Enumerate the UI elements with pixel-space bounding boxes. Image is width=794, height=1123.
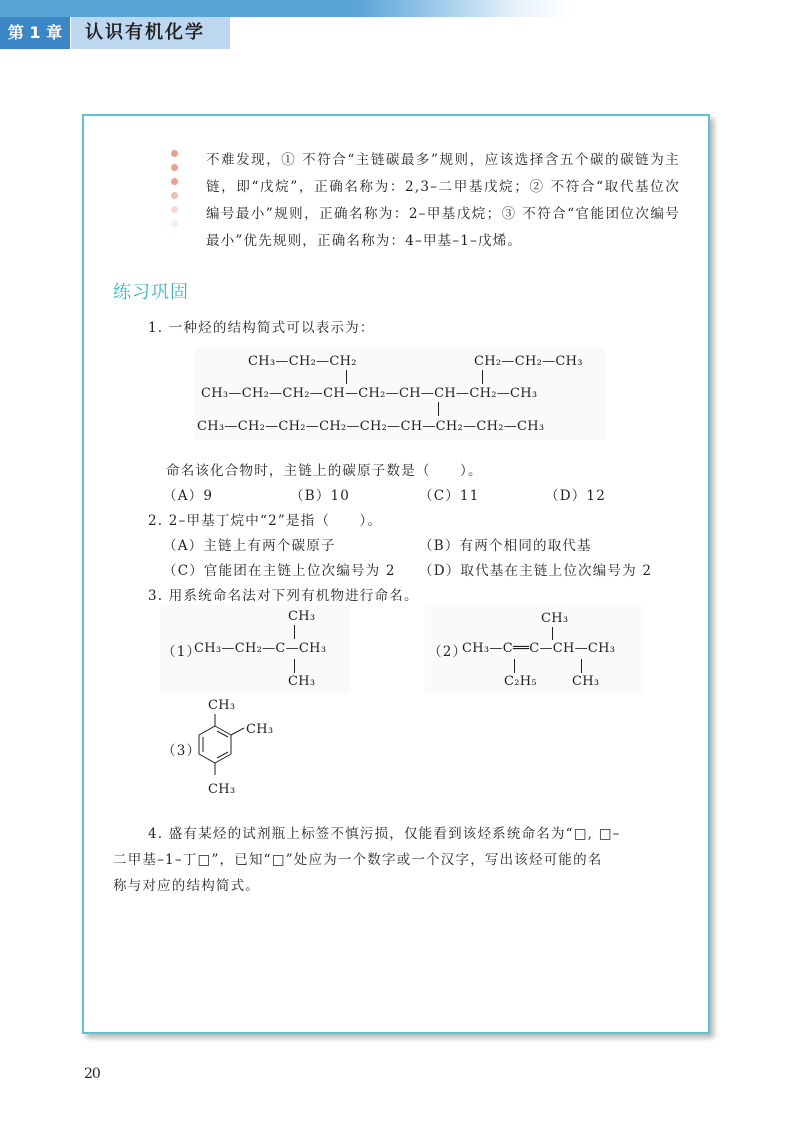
q3-item2-top: CH₃	[541, 611, 569, 626]
chapter-title: 认识有机化学	[71, 17, 230, 49]
q3-item3-right: CH₃	[246, 722, 274, 737]
chapter-label: 第 1 章	[0, 17, 70, 49]
q2-option-c: （C）官能团在主链上位次编号为 2	[163, 563, 396, 579]
bond-line	[581, 659, 582, 673]
bond-line	[294, 659, 295, 673]
benzene-ring-icon	[190, 712, 250, 790]
dot-icon	[171, 164, 178, 171]
dot-icon	[171, 220, 178, 227]
bond-line	[552, 627, 553, 640]
q4-line2: 二甲基–1–丁□”，已知“□”处应为一个数字或一个汉字，写出该烃可能的名	[113, 852, 603, 868]
q3-item3-top: CH₃	[208, 698, 236, 713]
page-number: 20	[84, 1066, 100, 1082]
bond-line	[482, 370, 483, 384]
header-bar	[0, 0, 794, 17]
q1-option-d: （D）12	[545, 488, 607, 504]
q3-item1-label: （1）	[162, 644, 202, 660]
q3-item1-top: CH₃	[288, 609, 316, 624]
dot-icon	[171, 178, 178, 185]
q4-line3: 称与对应的结构简式。	[113, 878, 260, 894]
q3-item2-main: CH₃—C══C—CH—CH₃	[462, 641, 616, 656]
q1-option-a: （A）9	[163, 488, 214, 504]
q3-item3-bottom: CH₃	[208, 782, 236, 797]
bond-line	[514, 659, 515, 673]
dot-icon	[171, 192, 178, 199]
q2-option-a: （A）主链上有两个碳原子	[163, 538, 336, 554]
q1-bottom-chain: CH₃—CH₂—CH₂—CH₂—CH₂—CH—CH₂—CH₂—CH₃	[197, 419, 545, 434]
q3-item3-label: （3）	[162, 743, 202, 759]
q3-item1-bottom: CH₃	[288, 674, 316, 689]
q2-stem: 2. 2–甲基丁烷中“2”是指（ ）。	[148, 513, 383, 529]
q3-item2-bottom-right: CH₃	[572, 674, 600, 689]
q2-option-b: （B）有两个相同的取代基	[419, 538, 592, 554]
bond-line	[294, 625, 295, 639]
q3-stem: 3. 用系统命名法对下列有机物进行命名。	[148, 588, 419, 604]
q1-stem: 1. 一种烃的结构简式可以表示为：	[148, 320, 375, 336]
dot-icon	[171, 206, 178, 213]
q1-main-chain: CH₃—CH₂—CH₂—CH—CH₂—CH—CH—CH₂—CH₃	[201, 386, 538, 401]
q4-line1: 4. 盛有某烃的试剂瓶上标签不慎污损，仅能看到该烃系统命名为“□, □–	[148, 826, 621, 842]
q1-branch-left: CH₃—CH₂—CH₂	[248, 354, 357, 369]
q3-item2-label: （2）	[428, 644, 468, 660]
q1-option-c: （C）11	[419, 488, 480, 504]
bond-line	[346, 370, 347, 384]
q3-item2-bottom-left: C₂H₅	[504, 674, 537, 689]
note-paragraph: 不难发现，① 不符合“主链碳最多”规则，应该选择含五个碳的碳链为主链，即“戊烷”，正确名称为：2,3–二甲基戊烷；② 不符合“取代基位次编号最小”规则，正确名称为：2–甲基戊烷；③ 不符合“官能团位次编号最小”优先规则，正确名称为：4–甲基–1–戊烯。	[206, 152, 680, 249]
q1-question: 命名该化合物时，主链上的碳原子数是（ ）。	[166, 463, 483, 479]
note-dots-decoration	[171, 150, 179, 234]
q3-item1-main: CH₃—CH₂—C—CH₃	[194, 641, 327, 656]
q1-option-b: （B）10	[290, 488, 351, 504]
q2-option-d: （D）取代基在主链上位次编号为 2	[419, 563, 653, 579]
section-title: 练习巩固	[113, 282, 189, 303]
bond-line	[438, 402, 439, 416]
q1-branch-right: CH₂—CH₂—CH₃	[474, 354, 583, 369]
dot-icon	[171, 150, 178, 157]
